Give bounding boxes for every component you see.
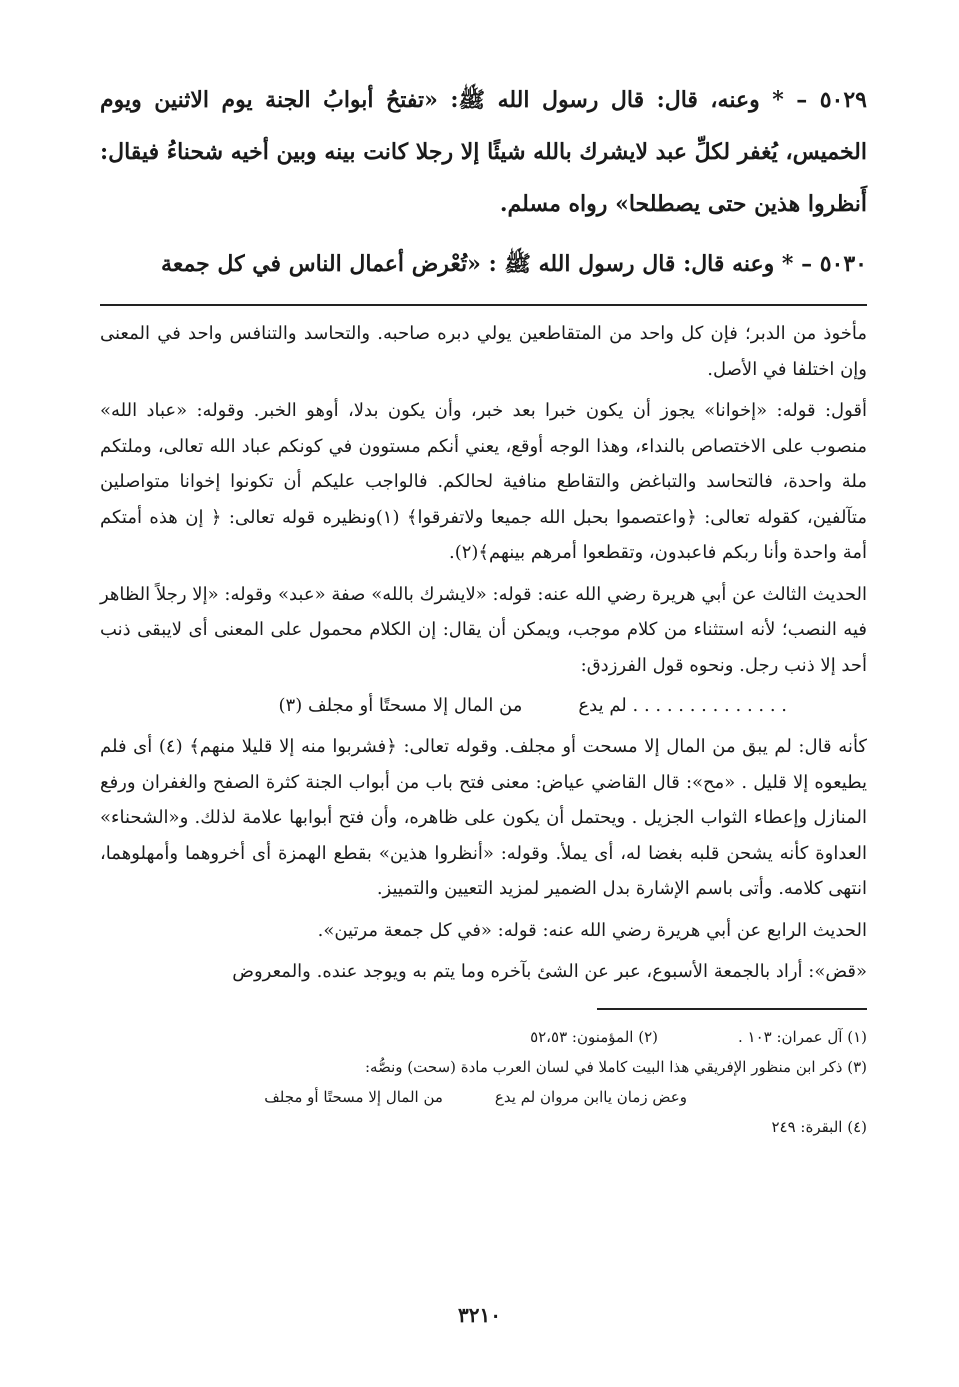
verse-second-hemistich: من المال إلا مسحتًا أو مجلف (٣) <box>278 695 523 716</box>
page-number: ٣٢١٠ <box>458 1303 501 1327</box>
footnote-3: (٣) ذكر ابن منظور الإفريقي هذا البيت كاملا في لسان العرب مادة (سحت) ونصُّه: <box>364 1057 867 1076</box>
commentary-paragraph: الحديث الرابع عن أبي هريرة رضي الله عنه: قوله: «في كل جمعة مرتين». <box>317 919 867 941</box>
commentary-paragraph: أقول: قوله: «إخوانا» يجوز أن يكون خبرا بعد خبر، وأن يكون بدلا، أوهو الخبر. وقوله: «عباد الله» منصوب على الاختصاص بالنداء، وهذا الوجه أوقع، يعني أنكم مستوون في كونكم عباد الله تعالى، وملتكم ملة واحدة، فالتحاسد والتباغض والتقاطع منافية لحالكم. فالواجب عليكم أن تكونوا إخوانا متواصلين متآلفين، كقوله تعالى: ﴿واعتصموا بحبل الله جميعا ولاتفرقوا﴾ (١)ونظيره قوله تعالى: ﴿ إن هذه أمتكم أمة واحدة وأنا ربكم فاعبدون، وتقطعوا أمرهم بينهم﴾(٢). <box>100 400 868 563</box>
commentary-paragraph: الحديث الثالث عن أبي هريرة رضي الله عنه: قوله: «لايشرك بالله» صفة «عبد» وقوله: «إلا رجلاً الظاهر فيه النصب؛ لأنه استثناء من كلام موجب، ويمكن أن يقال: إن الكلام محمول على المعنى أى لايبقى ذنب أحد إلا ذنب رجل. ونحوه قول الفرزدق: <box>100 583 867 676</box>
footnote-verse-first: وعض زمان ياابن مروان لم يدع <box>494 1087 687 1106</box>
commentary-paragraph: «قض»: أراد بالجمعة الأسبوع، عبر عن الشئ بآخره وما يتم به ويوجد عنده. والمعروض <box>232 961 867 982</box>
commentary-paragraph: كأنه قال: لم يبق من المال إلا مسحت أو مجلف. وقوله تعالى: ﴿فشربوا منه إلا قليلا منهم﴾ (٤) أى فلم يطيعوه إلا قليل . «مح»: قال القاضي عياض: معنى فتح باب من أبواب الجنة كثرة الصفح والغفران ورفع المنازل وإعطاء الثواب الجزيل . ويحتمل أن يكون على ظاهره، وأن فتح أبوابها علامة لذلك. و«الشحناء» العداوة كأنه يشحن قلبه بغضا له، أى يملأ. وقوله: «أنظروا هذين» بقطع الهمزة أى أخروهما وأمهلوهما، انتهى كلامه. وأتى باسم الإشارة بدل الضمير لمزيد التعيين والتمييز. <box>100 736 867 899</box>
footnote-1: (١) آل عمران: ١٠٣ . <box>738 1027 867 1046</box>
poetry-verse <box>100 689 867 723</box>
footnote-row <box>100 1022 867 1052</box>
verse-first-hemistich: . . . . . . . . . . . . . . لم يدع <box>578 695 787 716</box>
hadith-5029: ٥٠٢٩ – * وعنه، قال: قال رسول الله ﷺ: «تفتحُ أبوابُ الجنة يوم الاثنين ويوم الخميس، يُغفر لكلِّ عبد لايشرك بالله شيئًا إلا رجلا كانت بينه وبين أخيه شحناءُ فيقال: أَنظروا هذين حتى يصطلحا» رواه مسلم. <box>100 87 867 217</box>
footnote-divider <box>597 1008 867 1010</box>
footnotes-block <box>100 1022 867 1142</box>
commentary-paragraph: مأخوذ من الدبر؛ فإن كل واحد من المتقاطعين يولي دبره صاحبه. والتحاسد والتنافس واحد في المعنى وإن اختلفا في الأصل. <box>100 323 867 380</box>
footnote-verse <box>100 1082 867 1112</box>
section-divider <box>100 304 867 306</box>
footnote-2: (٢) المؤمنون: ٥٢،٥٣ <box>530 1027 658 1046</box>
hadith-text-block <box>100 74 867 290</box>
footnote-verse-second: من المال إلا مسحتًا أو مجلف <box>264 1087 443 1106</box>
commentary-block <box>100 316 867 990</box>
footnote-4: (٤) البقرة: ٢٤٩ <box>771 1117 867 1136</box>
hadith-5030: ٥٠٣٠ – * وعنه قال: قال رسول الله ﷺ : «تُعْرض أعمال الناس في كل جمعة <box>161 251 867 277</box>
